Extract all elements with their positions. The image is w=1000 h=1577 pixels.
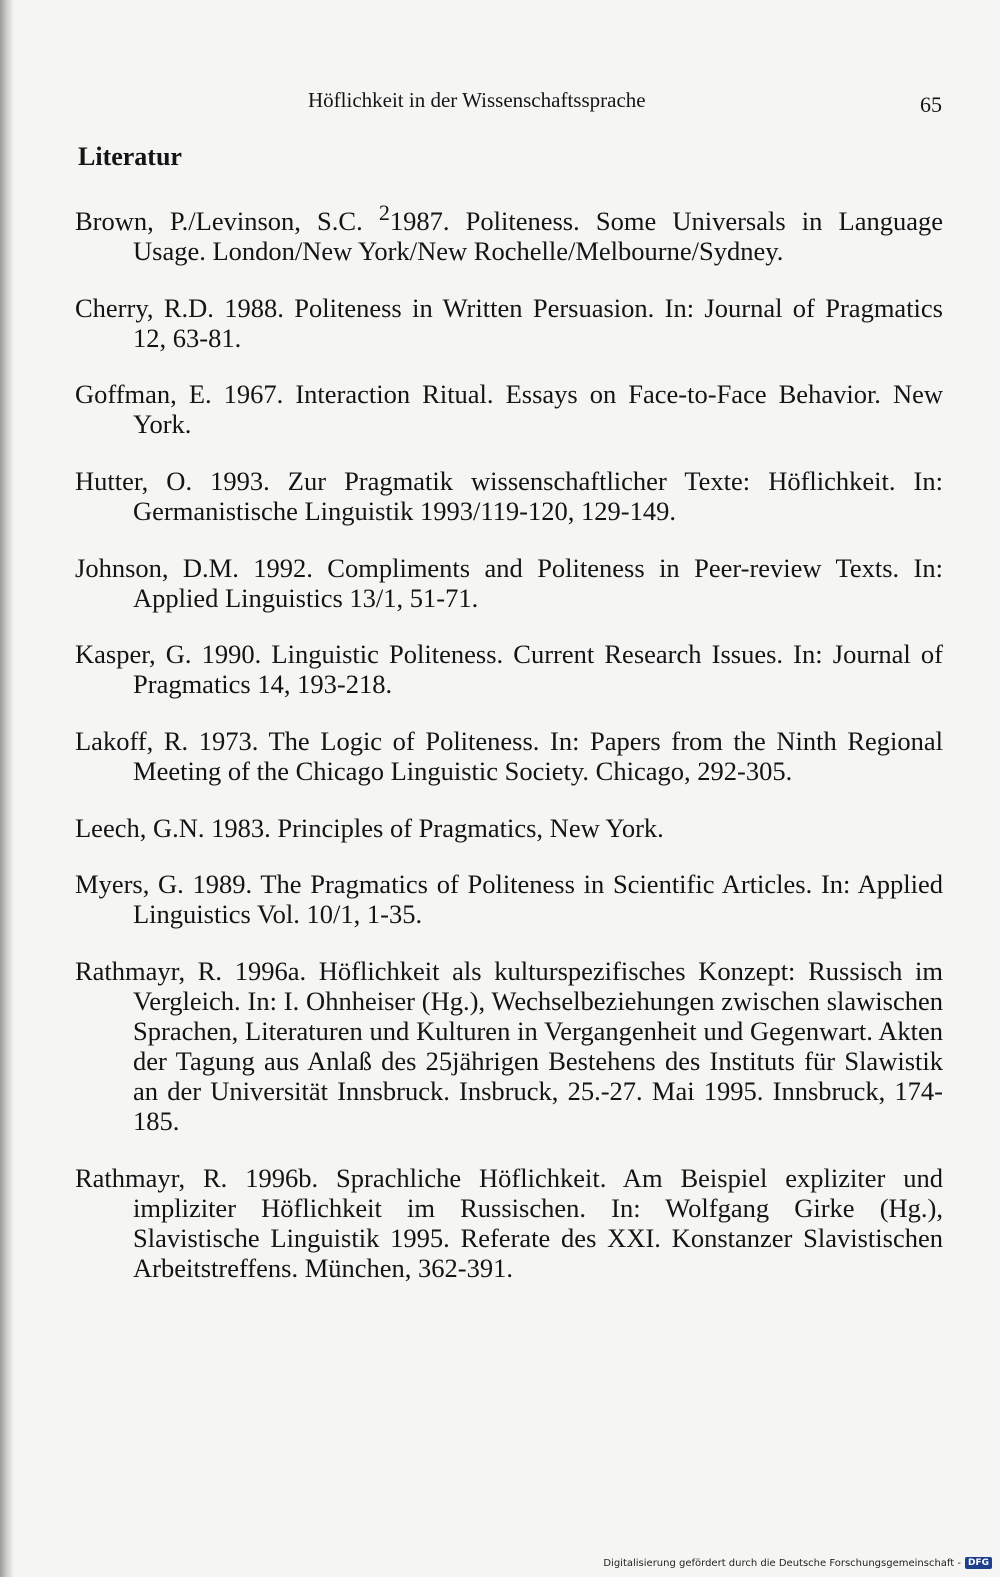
reference-item xyxy=(75,956,943,1136)
reference-item xyxy=(75,198,943,266)
reference-text: Cherry, R.D. 1988. Politeness in Written Persuasion. In: Journal of Pragmatics 12, 63-81. xyxy=(75,292,943,353)
section-heading: Literatur xyxy=(78,142,182,171)
running-head xyxy=(0,86,1000,120)
reference-item xyxy=(75,293,943,353)
reference-item xyxy=(75,813,943,843)
reference-item xyxy=(75,1163,943,1283)
reference-text: Rathmayr, R. 1996b. Sprachliche Höflichkeit. Am Beispiel expliziter und impliziter Höflichkeit im Russischen. In: Wolfgang Girke (Hg.), Slavistische Linguistik 1995. Referate des XXI. Konstanzer Slavistischen Arbeitstreffens. München, 362-391. xyxy=(75,1162,943,1283)
reference-item xyxy=(75,379,943,439)
reference-item xyxy=(75,869,943,929)
edition-superscript: 2 xyxy=(378,200,390,225)
reference-item xyxy=(75,726,943,786)
page-number: 65 xyxy=(920,92,942,117)
reference-text: Lakoff, R. 1973. The Logic of Politeness. In: Papers from the Ninth Regional Meeting of the Chicago Linguistic Society. Chicago, 292-305. xyxy=(75,725,943,786)
page-gutter-shadow xyxy=(0,0,14,1577)
reference-item xyxy=(75,466,943,526)
reference-text: Brown, P./Levinson, S.C. xyxy=(75,205,379,236)
reference-text: Leech, G.N. 1983. Principles of Pragmatics, New York. xyxy=(75,812,664,843)
reference-text-cont: 1987. Politeness. Some Universals in Language Usage. London/New York/New Rochelle/Melbourne/Sydney. xyxy=(133,205,943,266)
dfg-logo: DFG xyxy=(965,1557,992,1569)
digitization-credit xyxy=(603,1555,992,1571)
reference-item xyxy=(75,639,943,699)
reference-text: Hutter, O. 1993. Zur Pragmatik wissenschaftlicher Texte: Höflichkeit. In: Germanistische Linguistik 1993/119-120, 129-149. xyxy=(75,465,943,526)
reference-text: Johnson, D.M. 1992. Compliments and Politeness in Peer-review Texts. In: Applied Linguistics 13/1, 51-71. xyxy=(75,552,943,613)
credit-text: Digitalisierung gefördert durch die Deutsche Forschungsgemeinschaft - xyxy=(603,1557,961,1569)
running-title: Höflichkeit in der Wissenschaftssprache xyxy=(308,88,646,112)
reference-item xyxy=(75,553,943,613)
reference-list xyxy=(75,198,943,1310)
reference-text: Kasper, G. 1990. Linguistic Politeness. Current Research Issues. In: Journal of Pragmatics 14, 193-218. xyxy=(75,638,943,699)
reference-text: Rathmayr, R. 1996a. Höflichkeit als kulturspezifisches Konzept: Russisch im Vergleich. In: I. Ohnheiser (Hg.), Wechselbeziehungen zwischen slawischen Sprachen, Literaturen und Kulturen in Vergangenheit und Gegenwart. Akten der Tagung aus Anlaß des 25jährigen Bestehens des Instituts für Slawistik an der Universität Innsbruck. Insbruck, 25.-27. Mai 1995. Innsbruck, 174-185. xyxy=(75,955,943,1136)
reference-text: Myers, G. 1989. The Pragmatics of Politeness in Scientific Articles. In: Applied Linguistics Vol. 10/1, 1-35. xyxy=(75,868,943,929)
reference-text: Goffman, E. 1967. Interaction Ritual. Essays on Face-to-Face Behavior. New York. xyxy=(75,378,943,439)
